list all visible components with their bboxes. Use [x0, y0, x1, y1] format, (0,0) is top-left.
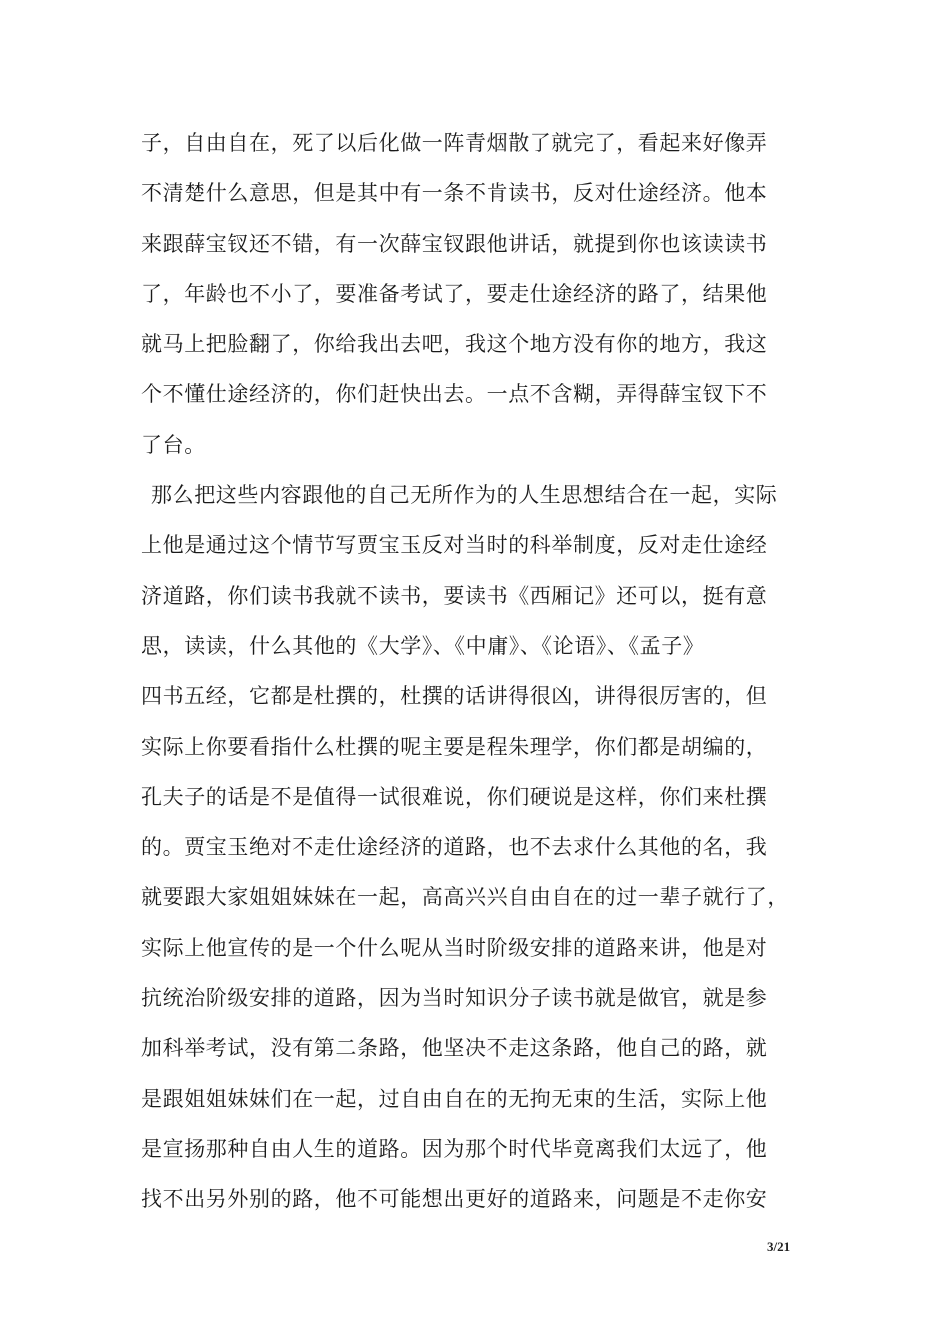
text-line: 思，读读，什么其他的《大学》、《中庸》、《论语》、《孟子》 — [141, 633, 705, 658]
text-line: 找不出另外别的路，他不可能想出更好的道路来，问题是不走你安 — [141, 1187, 768, 1212]
text-line: 实际上你要看指什么杜撰的呢主要是程朱理学，你们都是胡编的， — [141, 734, 768, 759]
text-line: 那么把这些内容跟他的自己无所作为的人生思想结合在一起，实际 — [151, 483, 778, 508]
text-line: 了，年龄也不小了，要准备考试了，要走仕途经济的路了，结果他 — [141, 281, 768, 306]
text-line: 不清楚什么意思，但是其中有一条不肯读书，反对仕途经济。他本 — [141, 181, 768, 206]
text-line: 抗统治阶级安排的道路，因为当时知识分子读书就是做官，就是参 — [141, 986, 768, 1011]
text-line: 子，自由自在，死了以后化做一阵青烟散了就完了，看起来好像弄 — [141, 131, 768, 155]
page-number: 3/21 — [767, 1239, 791, 1254]
body-text — [141, 118, 831, 1225]
text-line: 是宣扬那种自由人生的道路。因为那个时代毕竟离我们太远了，他 — [141, 1136, 768, 1161]
text-line: 了台。 — [141, 432, 206, 457]
text-line: 来跟薛宝钗还不错，有一次薛宝钗跟他讲话，就提到你也该读读书 — [141, 231, 768, 256]
text-line: 加科举考试，没有第二条路，他坚决不走这条路，他自己的路，就 — [141, 1036, 768, 1061]
text-line: 个不懂仕途经济的，你们赶快出去。一点不含糊，弄得薛宝钗下不 — [141, 382, 768, 407]
text-line: 就马上把脸翻了，你给我出去吧，我这个地方没有你的地方，我这 — [141, 332, 768, 357]
text-line: 济道路，你们读书我就不读书，要读书《西厢记》还可以，挺有意 — [141, 583, 768, 608]
text-line: 就要跟大家姐姐妹妹在一起，高高兴兴自由自在的过一辈子就行了， — [141, 885, 789, 910]
text-line: 四书五经，它都是杜撰的，杜撰的话讲得很凶，讲得很厉害的，但 — [141, 684, 768, 709]
text-line: 的。贾宝玉绝对不走仕途经济的道路，也不去求什么其他的名，我 — [141, 835, 768, 860]
text-line: 实际上他宣传的是一个什么呢从当时阶级安排的道路来讲，他是对 — [141, 935, 768, 960]
text-line: 孔夫子的话是不是值得一试很难说，你们硬说是这样，你们来杜撰 — [141, 784, 768, 809]
text-line: 上他是通过这个情节写贾宝玉反对当时的科举制度，反对走仕途经 — [141, 533, 768, 558]
text-line: 是跟姐姐妹妹们在一起，过自由自在的无拘无束的生活，实际上他 — [141, 1086, 768, 1111]
